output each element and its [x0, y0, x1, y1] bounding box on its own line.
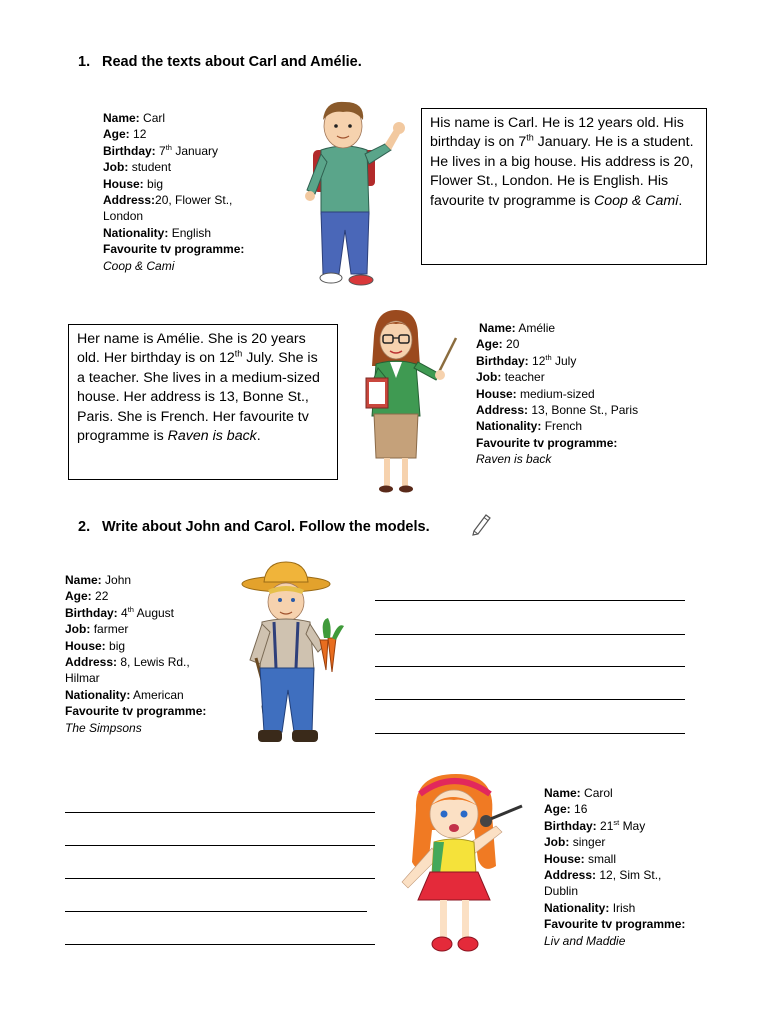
carl-text-ordinal: th	[526, 132, 534, 143]
job-label: Job:	[476, 370, 502, 385]
teacher-illustration	[356, 308, 464, 498]
tv-value: Coop & Cami	[103, 258, 175, 273]
answer-line[interactable]	[375, 733, 685, 734]
age-label: Age:	[544, 802, 571, 817]
answer-line[interactable]	[65, 812, 375, 813]
carl-text-end: .	[678, 192, 683, 209]
carl-nationality-row	[103, 225, 278, 241]
address-value-line1: 20, Flower St.,	[155, 193, 233, 208]
birthday-day: 21	[600, 818, 614, 833]
pencil-icon	[470, 511, 492, 535]
house-value: big	[109, 638, 126, 653]
amelie-text-part2: July. She is a teacher. She lives in a medium-sized house. Her address is 13, Bonne St., Paris. She is French. Her favourite tv programme is	[77, 350, 320, 445]
amelie-age-row	[476, 336, 676, 352]
age-label: Age:	[103, 127, 130, 142]
carl-birthday-row	[103, 143, 278, 159]
address-value-line1: 8, Lewis Rd.,	[120, 655, 190, 670]
answer-line[interactable]	[65, 944, 375, 945]
name-label: Name:	[479, 321, 516, 335]
carol-house-row	[544, 851, 724, 867]
name-label: Name:	[103, 111, 140, 125]
birthday-label: Birthday:	[544, 818, 597, 833]
john-house-row	[65, 638, 240, 654]
tv-label: Favourite tv programme:	[103, 242, 245, 257]
house-label: House:	[103, 176, 144, 191]
tv-value: Liv and Maddie	[544, 933, 626, 948]
carl-name-row	[103, 110, 278, 126]
exercise-2-number: 2.	[78, 519, 91, 535]
address-value-line2: Dublin	[544, 884, 579, 899]
house-value: big	[147, 176, 164, 191]
address-value-line2: London	[103, 209, 144, 224]
answer-line[interactable]	[375, 634, 685, 635]
house-label: House:	[544, 851, 585, 866]
name-label: Name:	[544, 786, 581, 800]
birthday-month: July	[554, 353, 577, 368]
job-value: student	[131, 160, 172, 175]
tv-value: The Simpsons	[65, 720, 142, 735]
job-value: teacher	[504, 370, 545, 385]
birthday-month: May	[622, 818, 646, 833]
amelie-text-programme: Raven is back	[167, 428, 257, 445]
address-label: Address:	[544, 868, 597, 883]
nationality-value: American	[133, 687, 184, 702]
job-label: Job:	[103, 160, 129, 175]
amelie-nationality-row	[476, 418, 676, 434]
amelie-address-row	[476, 402, 676, 418]
tv-label: Favourite tv programme:	[544, 917, 686, 932]
carol-info-card	[544, 785, 724, 949]
amelie-birthday-row	[476, 353, 676, 369]
carl-text-part1: His name is Carl. He is 12 years old. His birthday is on 7	[430, 115, 684, 151]
name-value: Carol	[584, 786, 613, 800]
amelie-job-row	[476, 369, 676, 385]
house-label: House:	[476, 386, 517, 401]
nationality-value: English	[171, 225, 212, 240]
job-value: farmer	[93, 622, 129, 637]
exercise-1-title: Read the texts about Carl and Amélie.	[102, 54, 362, 70]
age-label: Age:	[476, 337, 503, 352]
birthday-day: 7	[159, 143, 166, 158]
carol-address-row	[544, 867, 724, 900]
amelie-text-ordinal: th	[234, 348, 243, 359]
name-label: Name:	[65, 573, 102, 587]
birthday-month: January	[175, 143, 219, 158]
farmer-illustration	[240, 560, 350, 748]
carol-name-row	[544, 785, 724, 801]
age-value: 12	[133, 127, 147, 142]
amelie-text-box	[68, 324, 338, 480]
exercise-1-number: 1.	[78, 54, 91, 70]
answer-line[interactable]	[375, 699, 685, 700]
address-value-line2: Hilmar	[65, 671, 100, 686]
answer-line[interactable]	[375, 666, 685, 667]
answer-line[interactable]	[65, 845, 375, 846]
age-value: 16	[574, 802, 588, 817]
answer-line[interactable]	[65, 878, 375, 879]
john-birthday-row	[65, 605, 240, 621]
name-value: John	[105, 573, 132, 587]
john-age-row	[65, 588, 240, 604]
birthday-month: August	[136, 605, 174, 620]
birthday-day: 4	[121, 605, 128, 620]
name-value: Amélie	[518, 321, 556, 335]
job-label: Job:	[65, 622, 91, 637]
carol-nationality-row	[544, 900, 724, 916]
exercise-1-heading	[78, 54, 362, 70]
carol-age-row	[544, 801, 724, 817]
john-nationality-row	[65, 687, 240, 703]
tv-value: Raven is back	[476, 452, 552, 467]
boy-student-illustration	[285, 98, 410, 290]
address-label: Address:	[103, 193, 156, 208]
carl-job-row	[103, 159, 278, 175]
birthday-ordinal: th	[165, 142, 172, 152]
carl-info-card	[103, 110, 278, 274]
birthday-label: Birthday:	[103, 143, 156, 158]
birthday-label: Birthday:	[476, 353, 529, 368]
carol-job-row	[544, 834, 724, 850]
birthday-ordinal: st	[613, 817, 620, 827]
age-value: 20	[506, 337, 520, 352]
nationality-value: Irish	[612, 900, 636, 915]
age-value: 22	[95, 589, 109, 604]
address-label: Address:	[476, 403, 529, 418]
nationality-value: French	[544, 419, 583, 434]
birthday-day: 12	[532, 353, 546, 368]
job-value: singer	[572, 835, 606, 850]
exercise-2-heading	[78, 519, 430, 535]
address-value: 13, Bonne St., Paris	[531, 403, 639, 418]
age-label: Age:	[65, 589, 92, 604]
girl-singer-illustration	[392, 770, 532, 958]
carl-age-row	[103, 126, 278, 142]
job-label: Job:	[544, 835, 570, 850]
amelie-info-card	[476, 320, 676, 468]
tv-label: Favourite tv programme:	[65, 704, 207, 719]
address-value-line1: 12, Sim St.,	[599, 868, 662, 883]
john-info-card	[65, 572, 240, 736]
amelie-house-row	[476, 386, 676, 402]
amelie-text-end: .	[256, 428, 261, 445]
house-value: medium-sized	[520, 386, 595, 401]
carl-house-row	[103, 176, 278, 192]
birthday-ordinal: th	[127, 604, 134, 614]
birthday-ordinal: th	[545, 352, 552, 362]
amelie-name-row	[476, 320, 676, 336]
address-label: Address:	[65, 655, 118, 670]
name-value: Carl	[143, 111, 166, 125]
birthday-label: Birthday:	[65, 605, 118, 620]
carol-birthday-row	[544, 818, 724, 834]
answer-line[interactable]	[65, 911, 367, 912]
exercise-2-title: Write about John and Carol. Follow the models.	[102, 519, 430, 535]
tv-label: Favourite tv programme:	[476, 435, 618, 450]
nationality-label: Nationality:	[103, 225, 169, 240]
nationality-label: Nationality:	[65, 687, 131, 702]
carl-text-box	[421, 108, 707, 265]
john-job-row	[65, 621, 240, 637]
answer-line[interactable]	[375, 600, 685, 601]
nationality-label: Nationality:	[544, 900, 610, 915]
amelie-text-part1: Her name is Amélie. She is 20 years old. Her birthday is on 12	[77, 331, 306, 367]
nationality-label: Nationality:	[476, 419, 542, 434]
john-address-row	[65, 654, 240, 687]
house-value: small	[588, 851, 617, 866]
carl-text-part2: January. He is a student. He lives in a big house. His address is 20, Flower St., London. He is English. His favourite tv programme is	[430, 134, 694, 209]
house-label: House:	[65, 638, 106, 653]
carl-address-row	[103, 192, 278, 225]
john-name-row	[65, 572, 240, 588]
carl-text-programme: Coop & Cami	[594, 192, 679, 209]
